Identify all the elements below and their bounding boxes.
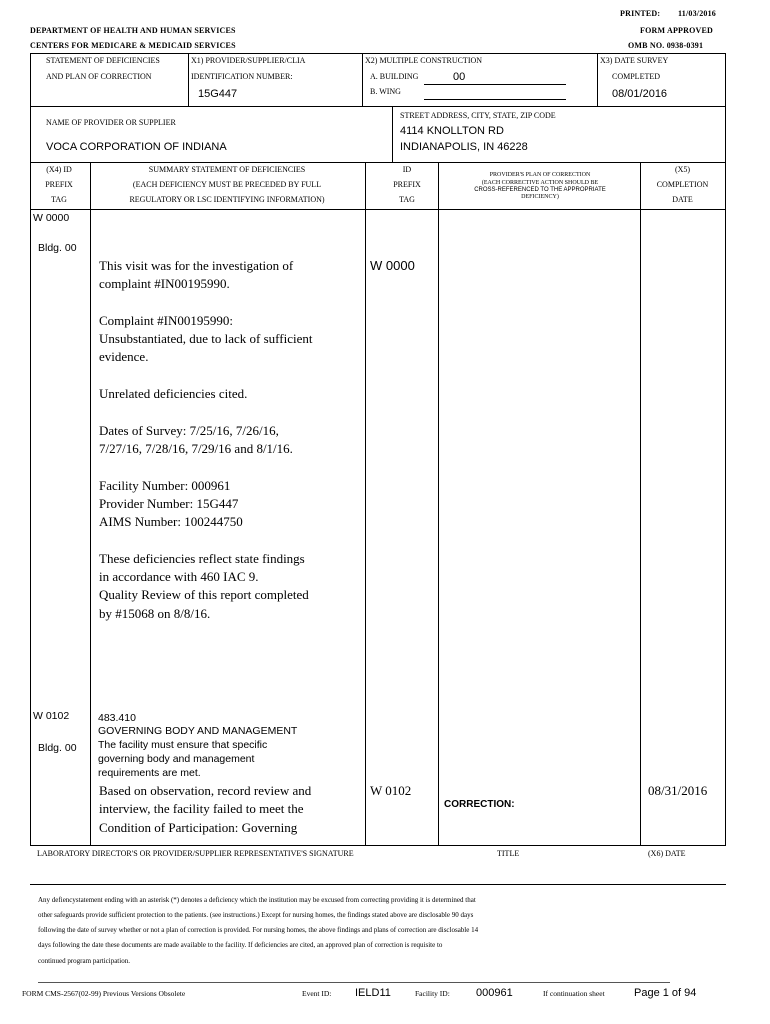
text-line: interview, the facility failed to meet the bbox=[99, 801, 304, 816]
text-line: 7/27/16, 7/28/16, 7/29/16 and 8/1/16. bbox=[99, 441, 293, 456]
disclaimer-line: following the date of survey whether or not a plan of correction is provided. For nursing homes, the above findings and plans of correction are disclosable 14 bbox=[38, 926, 479, 934]
text-line: Complaint #IN00195990: bbox=[99, 313, 233, 328]
id-prefix-tag: W 0000 bbox=[370, 258, 415, 273]
disclaimer-line: Any defiencystatement ending with an asterisk (*) denotes a deficiency which the institution may be excused from correcting providing it is determined that bbox=[38, 896, 476, 904]
x4-header-3: TAG bbox=[51, 195, 67, 204]
x1-label: X1) PROVIDER/SUPPLIER/CLIA bbox=[191, 56, 306, 65]
text-line: These deficiencies reflect state findings bbox=[99, 551, 305, 566]
text-line: Condition of Participation: Governing bbox=[99, 820, 298, 835]
id-header-2: PREFIX bbox=[393, 180, 421, 189]
date-label: (X6) DATE bbox=[648, 849, 686, 858]
x4-header-2: PREFIX bbox=[45, 180, 73, 189]
text-line: Unrelated deficiencies cited. bbox=[99, 386, 248, 401]
x3-label-2: COMPLETED bbox=[612, 72, 660, 81]
building-value: 00 bbox=[453, 71, 466, 83]
plan-header-3: CROSS-REFERENCED TO THE APPROPRIATE bbox=[474, 187, 606, 193]
clia-number: 15G447 bbox=[198, 88, 238, 100]
regulation-text: governing body and management bbox=[98, 753, 255, 765]
statement-label-1: STATEMENT OF DEFICIENCIES bbox=[46, 56, 160, 65]
page-number: Page 1 of 94 bbox=[634, 987, 697, 999]
form-number: FORM CMS-2567(02-99) Previous Versions Obsolete bbox=[22, 989, 186, 998]
text-line: evidence. bbox=[99, 349, 149, 364]
correction-label: CORRECTION: bbox=[444, 799, 515, 810]
summary-header-2: (EACH DEFICIENCY MUST BE PRECEDED BY FULL bbox=[132, 180, 322, 189]
id-header-1: ID bbox=[402, 165, 412, 174]
text-line: Dates of Survey: 7/25/16, 7/26/16, bbox=[99, 423, 279, 438]
x3-label: X3) DATE SURVEY bbox=[600, 56, 669, 65]
signature-label: LABORATORY DIRECTOR'S OR PROVIDER/SUPPLIER REPRESENTATIVE'S SIGNATURE bbox=[37, 849, 354, 858]
provider-name: VOCA CORPORATION OF INDIANA bbox=[46, 141, 227, 153]
x2-label: X2) MULTIPLE CONSTRUCTION bbox=[365, 56, 483, 65]
regulation-text: The facility must ensure that specific bbox=[98, 739, 268, 751]
summary-header-3: REGULATORY OR LSC IDENTIFYING INFORMATION) bbox=[129, 195, 325, 204]
address-label: STREET ADDRESS, CITY, STATE, ZIP CODE bbox=[400, 111, 556, 120]
wing-label: B. WING bbox=[370, 87, 401, 96]
x1-label-2: IDENTIFICATION NUMBER: bbox=[191, 72, 293, 81]
address-line-1: 4114 KNOLLTON RD bbox=[400, 125, 504, 137]
printed-date: 11/03/2016 bbox=[678, 9, 717, 18]
facility-id-label: Facility ID: bbox=[415, 989, 450, 998]
cms-title: CENTERS FOR MEDICARE & MEDICAID SERVICES bbox=[30, 41, 236, 50]
text-line: Facility Number: 000961 bbox=[99, 478, 231, 493]
continuation-label: If continuation sheet bbox=[543, 989, 605, 998]
plan-header-4: DEFICIENCY) bbox=[521, 194, 559, 200]
completion-date: 08/31/2016 bbox=[648, 783, 708, 798]
text-line: Provider Number: 15G447 bbox=[99, 496, 239, 511]
title-label: TITLE bbox=[497, 849, 520, 858]
x5-header-1: (X5) bbox=[674, 165, 691, 174]
department-title: DEPARTMENT OF HEALTH AND HUMAN SERVICES bbox=[30, 26, 236, 35]
prefix-tag: W 0102 bbox=[33, 710, 70, 722]
text-line: Unsubstantiated, due to lack of sufficient bbox=[99, 331, 313, 346]
text-line: by #15068 on 8/8/16. bbox=[99, 606, 211, 621]
facility-id-value: 000961 bbox=[476, 987, 513, 999]
regulation-title: GOVERNING BODY AND MANAGEMENT bbox=[98, 725, 298, 737]
plan-header-1: PROVIDER'S PLAN OF CORRECTION bbox=[489, 172, 591, 178]
building-tag: Bldg. 00 bbox=[38, 742, 77, 754]
text-line: This visit was for the investigation of bbox=[99, 258, 294, 273]
form-approved: FORM APPROVED bbox=[640, 26, 714, 35]
building-tag: Bldg. 00 bbox=[38, 242, 77, 254]
id-header-3: TAG bbox=[399, 195, 415, 204]
address-line-2: INDIANAPOLIS, IN 46228 bbox=[400, 141, 528, 153]
id-prefix-tag: W 0102 bbox=[370, 783, 412, 798]
x5-header-3: DATE bbox=[672, 195, 693, 204]
disclaimer-line: days following the date these documents are made available to the facility. If deficiencies are cited, an approved plan of correction is requisite to bbox=[38, 941, 443, 949]
survey-completed-date: 08/01/2016 bbox=[612, 88, 668, 100]
summary-header-1: SUMMARY STATEMENT OF DEFICIENCIES bbox=[148, 165, 306, 174]
disclaimer-line: continued program participation. bbox=[38, 957, 130, 965]
text-line: AIMS Number: 100244750 bbox=[99, 514, 243, 529]
event-id-value: IELD11 bbox=[355, 987, 391, 999]
provider-label: NAME OF PROVIDER OR SUPPLIER bbox=[46, 118, 176, 127]
plan-header-2: (EACH CORRECTIVE ACTION SHOULD BE bbox=[481, 180, 599, 186]
text-line: Quality Review of this report completed bbox=[99, 587, 309, 602]
regulation-text: requirements are met. bbox=[98, 767, 201, 779]
regulation-number: 483.410 bbox=[98, 712, 136, 724]
omb-number: OMB NO. 0938-0391 bbox=[628, 41, 704, 50]
x5-header-2: COMPLETION bbox=[656, 180, 709, 189]
text-line: complaint #IN00195990. bbox=[99, 276, 230, 291]
prefix-tag: W 0000 bbox=[33, 212, 70, 224]
building-label: A. BUILDING bbox=[370, 72, 419, 81]
printed-label: PRINTED: bbox=[620, 9, 661, 18]
text-line: Based on observation, record review and bbox=[99, 783, 312, 798]
event-id-label: Event ID: bbox=[302, 989, 332, 998]
statement-label-2: AND PLAN OF CORRECTION bbox=[46, 72, 152, 81]
x4-header-1: (X4) ID bbox=[46, 165, 72, 174]
disclaimer-line: other safeguards provide sufficient protection to the patients. (see instructions.) Except for nursing homes, the findings stated above are disclosable 90 days bbox=[38, 911, 474, 919]
text-line: in accordance with 460 IAC 9. bbox=[99, 569, 259, 584]
